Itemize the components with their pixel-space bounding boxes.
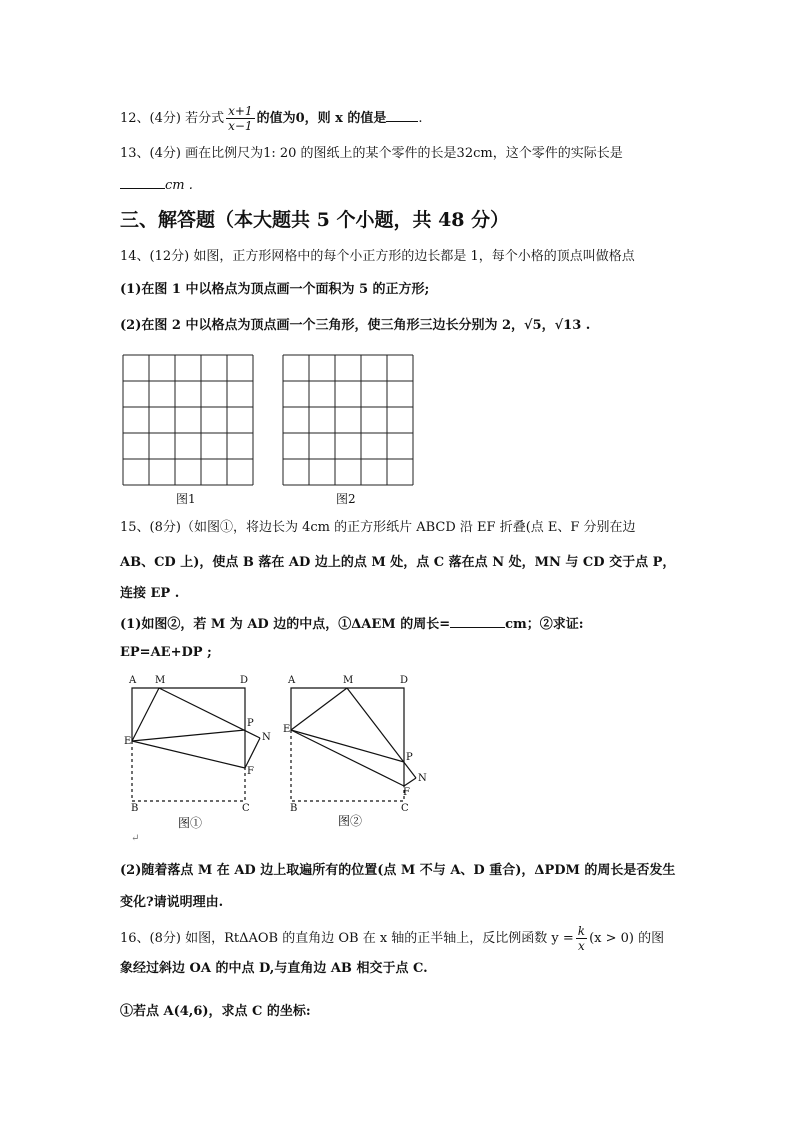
q12-end: . bbox=[418, 111, 423, 126]
label-F1: F bbox=[247, 766, 254, 777]
question-14-part2: (2)在图 2 中以格点为顶点画一个三角形，使三角形三边长分别为 2，√5，√13 . bbox=[120, 318, 591, 333]
question-15-part1 bbox=[120, 615, 584, 633]
q16-text: 16、(8分) 如图，RtΔAOB 的直角边 OB 在 x 轴的正半轴上，反比例函数 y = bbox=[120, 931, 574, 946]
paragraph-mark: ↵ bbox=[131, 833, 140, 844]
figure-1-caption: 图1 bbox=[176, 492, 196, 506]
denominator: x bbox=[578, 939, 585, 953]
q16-text-end: (x > 0) 的图 bbox=[589, 931, 665, 946]
question-13: 13、(4分) 画在比例尺为1: 20 的图纸上的某个零件的长是32cm，这个零件的实际长是 bbox=[120, 146, 623, 161]
label-P2: P bbox=[406, 752, 413, 763]
label-D2: D bbox=[400, 675, 409, 686]
numerator: x+1 bbox=[228, 104, 253, 118]
question-15: 15、(8分)（如图①，将边长为 4cm 的正方形纸片 ABCD 沿 EF 折叠(点 E、F 分别在边 bbox=[120, 520, 636, 535]
fold-figure-1 bbox=[132, 688, 260, 801]
label-F2: F bbox=[403, 787, 410, 798]
label-E2: E bbox=[283, 724, 291, 735]
question-16-line2: 象经过斜边 OA 的中点 D,与直角边 AB 相交于点 C. bbox=[120, 961, 428, 976]
label-E1: E bbox=[124, 736, 132, 747]
denominator: x−1 bbox=[228, 119, 253, 133]
figure-2-caption: 图2 bbox=[336, 492, 356, 506]
label-C2: C bbox=[401, 803, 409, 814]
q12-suffix: 的值为0，则 x 的值是 bbox=[256, 111, 387, 126]
unit: cm . bbox=[165, 178, 193, 193]
label-B1: B bbox=[131, 803, 139, 814]
fold-figure-2 bbox=[291, 688, 416, 801]
section-heading: 三、解答题（本大题共 5 个小题，共 48 分） bbox=[120, 209, 510, 231]
fold-figure-1-caption: 图① bbox=[178, 816, 203, 830]
label-C1: C bbox=[242, 803, 250, 814]
question-15-part1-proof: EP=AE+DP ; bbox=[120, 645, 212, 660]
label-A1: A bbox=[129, 675, 137, 686]
label-P1: P bbox=[247, 718, 254, 729]
fold-figure-2-caption: 图② bbox=[338, 814, 363, 828]
fraction bbox=[576, 924, 587, 953]
label-B2: B bbox=[290, 803, 298, 814]
question-14: 14、(12分) 如图，正方形网格中的每个小正方形的边长都是 1，每个小格的顶点叫做格点 bbox=[120, 249, 635, 264]
label-A2: A bbox=[288, 675, 296, 686]
grid-figures bbox=[123, 355, 413, 485]
question-14-part1: (1)在图 1 中以格点为顶点画一个面积为 5 的正方形; bbox=[120, 282, 430, 297]
question-15-line2: AB、CD 上)，使点 B 落在 AD 边上的点 M 处，点 C 落在点 N 处，MN 与 CD 交于点 P， bbox=[120, 555, 676, 570]
p1-text: (1)如图②，若 M 为 AD 边的中点，①ΔAEM 的周长= bbox=[120, 617, 451, 632]
p1-text-end: cm；②求证: bbox=[505, 617, 584, 632]
question-15-part2: (2)随着落点 M 在 AD 边上取遍所有的位置(点 M 不与 A、D 重合)，ΔPDM 的周长是否发生 bbox=[120, 863, 676, 878]
question-15-line3: 连接 EP . bbox=[120, 586, 180, 601]
numerator: k bbox=[577, 924, 586, 938]
label-M1: M bbox=[155, 675, 166, 686]
label-M2: M bbox=[343, 675, 354, 686]
label-N2: N bbox=[418, 773, 427, 784]
question-16-part1: ①若点 A(4,6)，求点 C 的坐标: bbox=[120, 1004, 311, 1019]
question-16 bbox=[120, 924, 664, 953]
q12-text: 12、(4分) 若分式 bbox=[120, 111, 225, 126]
answer-blank bbox=[450, 615, 505, 628]
question-15-part2-line2: 变化?请说明理由. bbox=[120, 895, 224, 910]
label-D1: D bbox=[240, 675, 249, 686]
label-N1: N bbox=[262, 732, 271, 743]
